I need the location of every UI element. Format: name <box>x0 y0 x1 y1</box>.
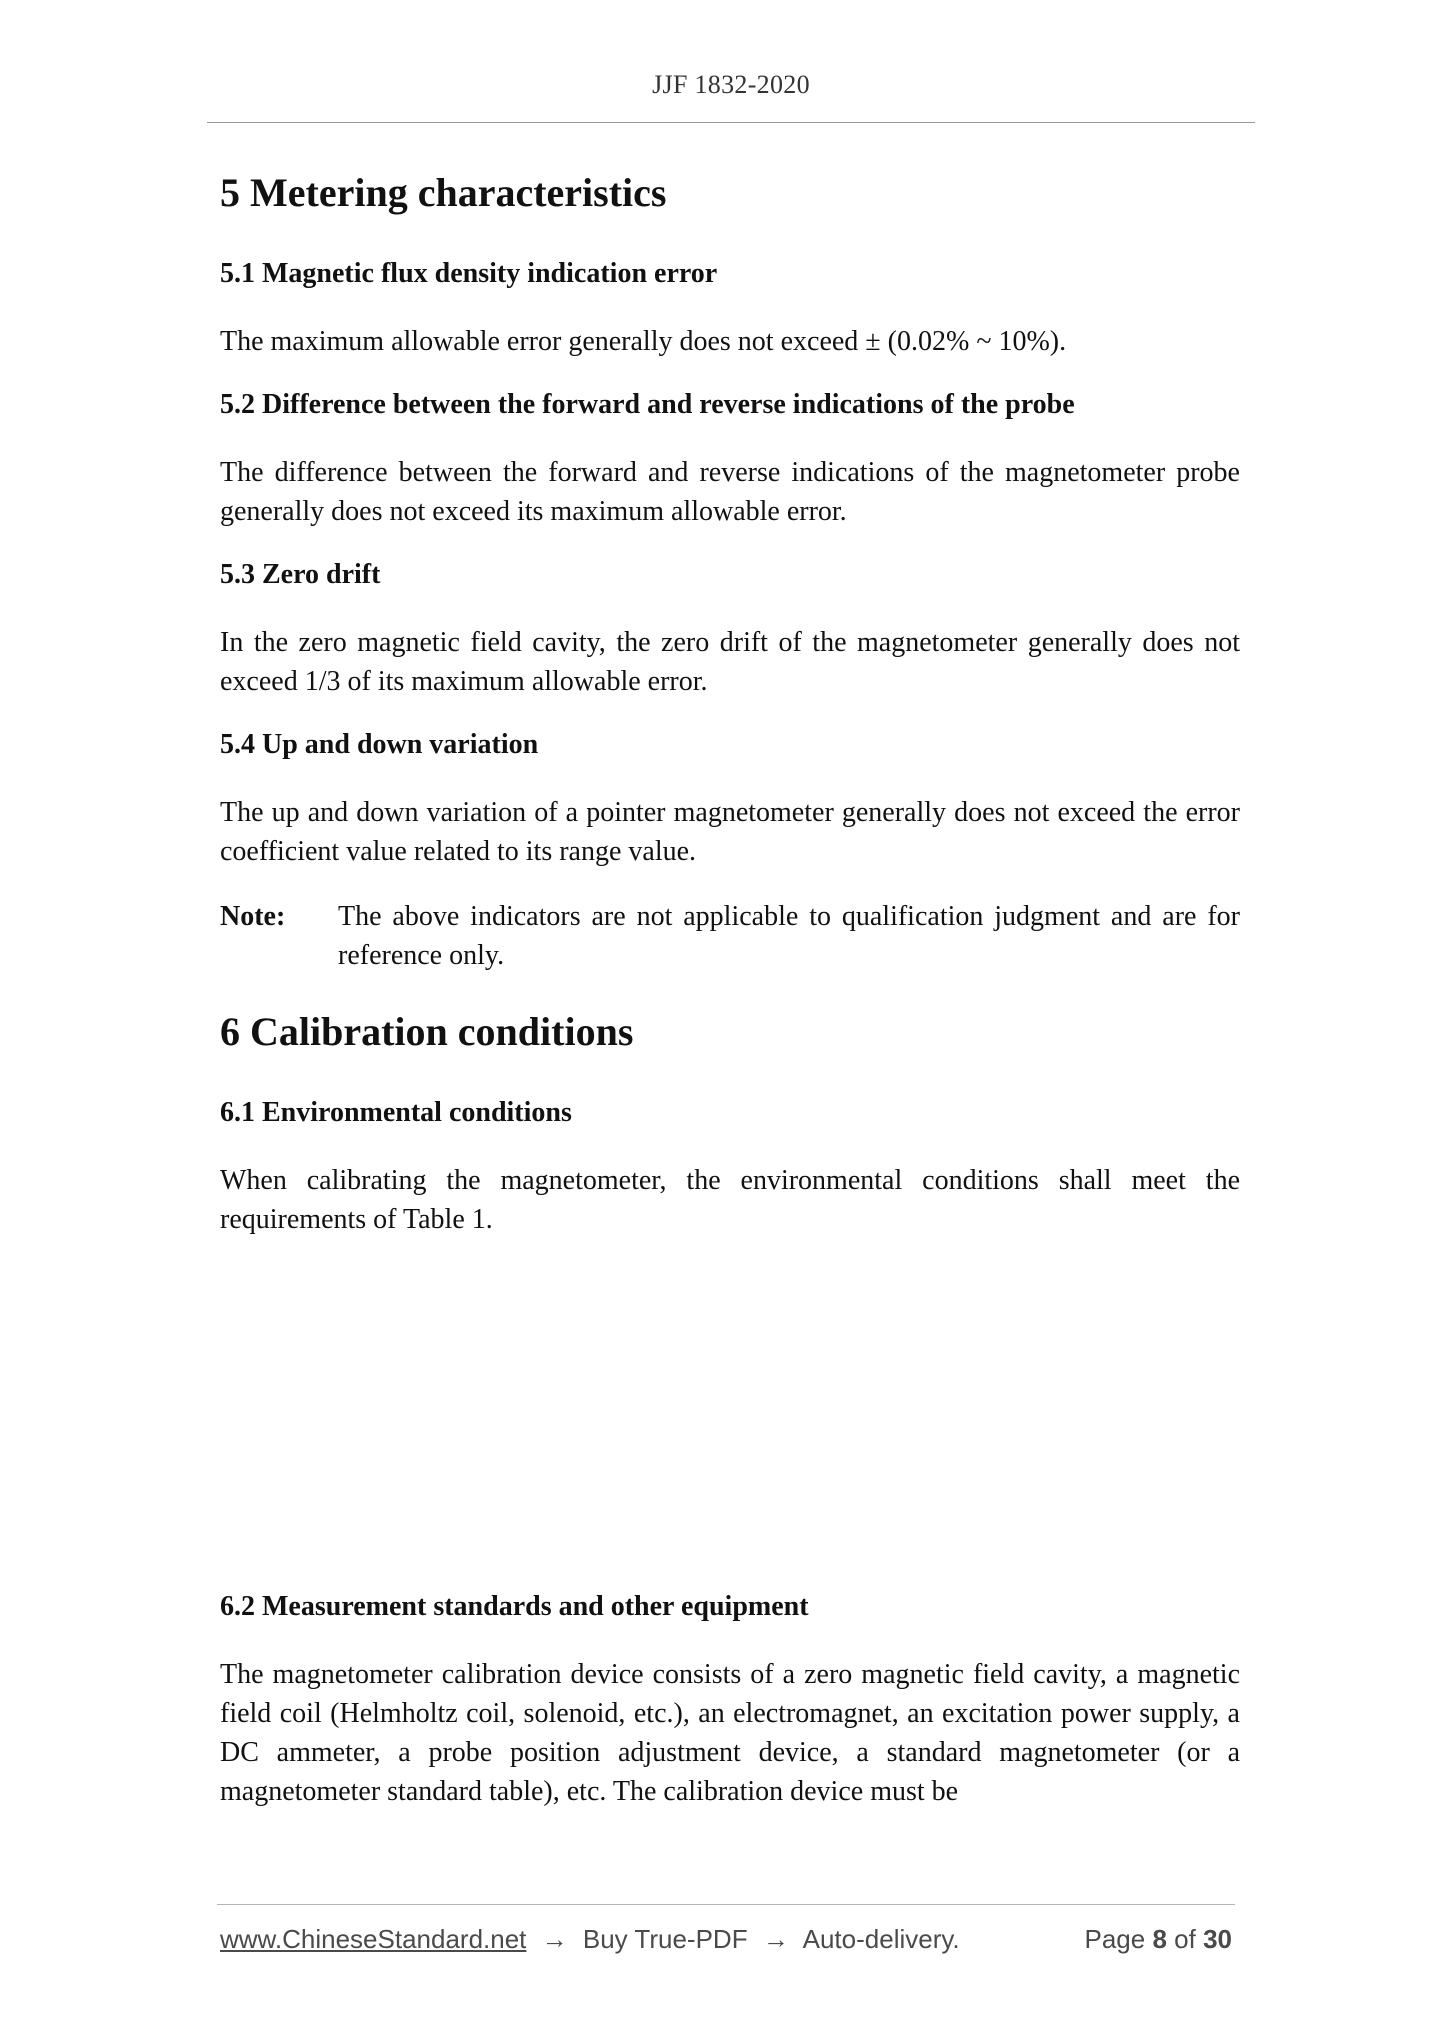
section-6-heading: 6 Calibration conditions <box>220 1009 634 1054</box>
arrow-right-icon: → <box>762 1924 789 1954</box>
blank-space <box>220 1239 1240 1589</box>
page-footer <box>220 1924 1232 1955</box>
section-6-1-heading: 6.1 Environmental conditions <box>220 1097 572 1128</box>
section-6-1-text: When calibrating the magnetometer, the environmental conditions shall meet the requirements of Table 1. <box>220 1165 1240 1235</box>
buy-true-pdf-text: Buy True-PDF <box>582 1924 748 1954</box>
section-5-1-heading: 5.1 Magnetic flux density indication error <box>220 258 718 289</box>
auto-delivery-text: Auto-delivery. <box>802 1924 960 1954</box>
website-link[interactable]: www.ChineseStandard.net <box>220 1924 527 1954</box>
note-block <box>220 897 1240 975</box>
section-5-heading: 5 Metering characteristics <box>220 170 667 215</box>
footer-promo <box>220 1924 960 1955</box>
section-5-1-text: The maximum allowable error generally does not exceed ± (0.02% ~ 10%). <box>220 326 1067 357</box>
page-of-label: of <box>1174 1924 1196 1954</box>
footer-rule <box>217 1904 1235 1905</box>
running-header: JJF 1832-2020 <box>652 70 810 99</box>
section-5-2-text: The difference between the forward and reverse indications of the magnetometer probe generally does not exceed its maximum allowable error. <box>220 457 1240 527</box>
section-5-3-text: In the zero magnetic field cavity, the zero drift of the magnetometer generally does not exceed 1/3 of its maximum allowable error. <box>220 627 1240 697</box>
arrow-right-icon: → <box>541 1924 568 1954</box>
page-label: Page <box>1084 1924 1146 1954</box>
note-label: Note: <box>220 901 286 932</box>
section-5-4-heading: 5.4 Up and down variation <box>220 729 539 760</box>
page-total: 30 <box>1203 1924 1232 1954</box>
page-current: 8 <box>1152 1924 1167 1954</box>
page-counter <box>1084 1924 1232 1955</box>
page-content <box>220 168 1240 1811</box>
note-text: The above indicators are not applicable to qualification judgment and are for reference only. <box>338 901 1240 971</box>
section-6-2-text: The magnetometer calibration device consists of a zero magnetic field cavity, a magnetic field coil (Helmholtz coil, solenoid, etc.), an electromagnet, an excitation power supply, a DC ammeter, a probe position adjustment device, a standard magnetometer (or a magnetometer standard table), etc. The calibration device must be <box>220 1659 1240 1807</box>
section-5-4-text: The up and down variation of a pointer magnetometer generally does not exceed the error coefficient value related to its range value. <box>220 797 1240 867</box>
section-5-2-heading: 5.2 Difference between the forward and reverse indications of the probe <box>220 389 1075 420</box>
section-5-3-heading: 5.3 Zero drift <box>220 559 381 590</box>
header-rule <box>207 122 1255 123</box>
section-6-2-heading: 6.2 Measurement standards and other equipment <box>220 1591 809 1622</box>
